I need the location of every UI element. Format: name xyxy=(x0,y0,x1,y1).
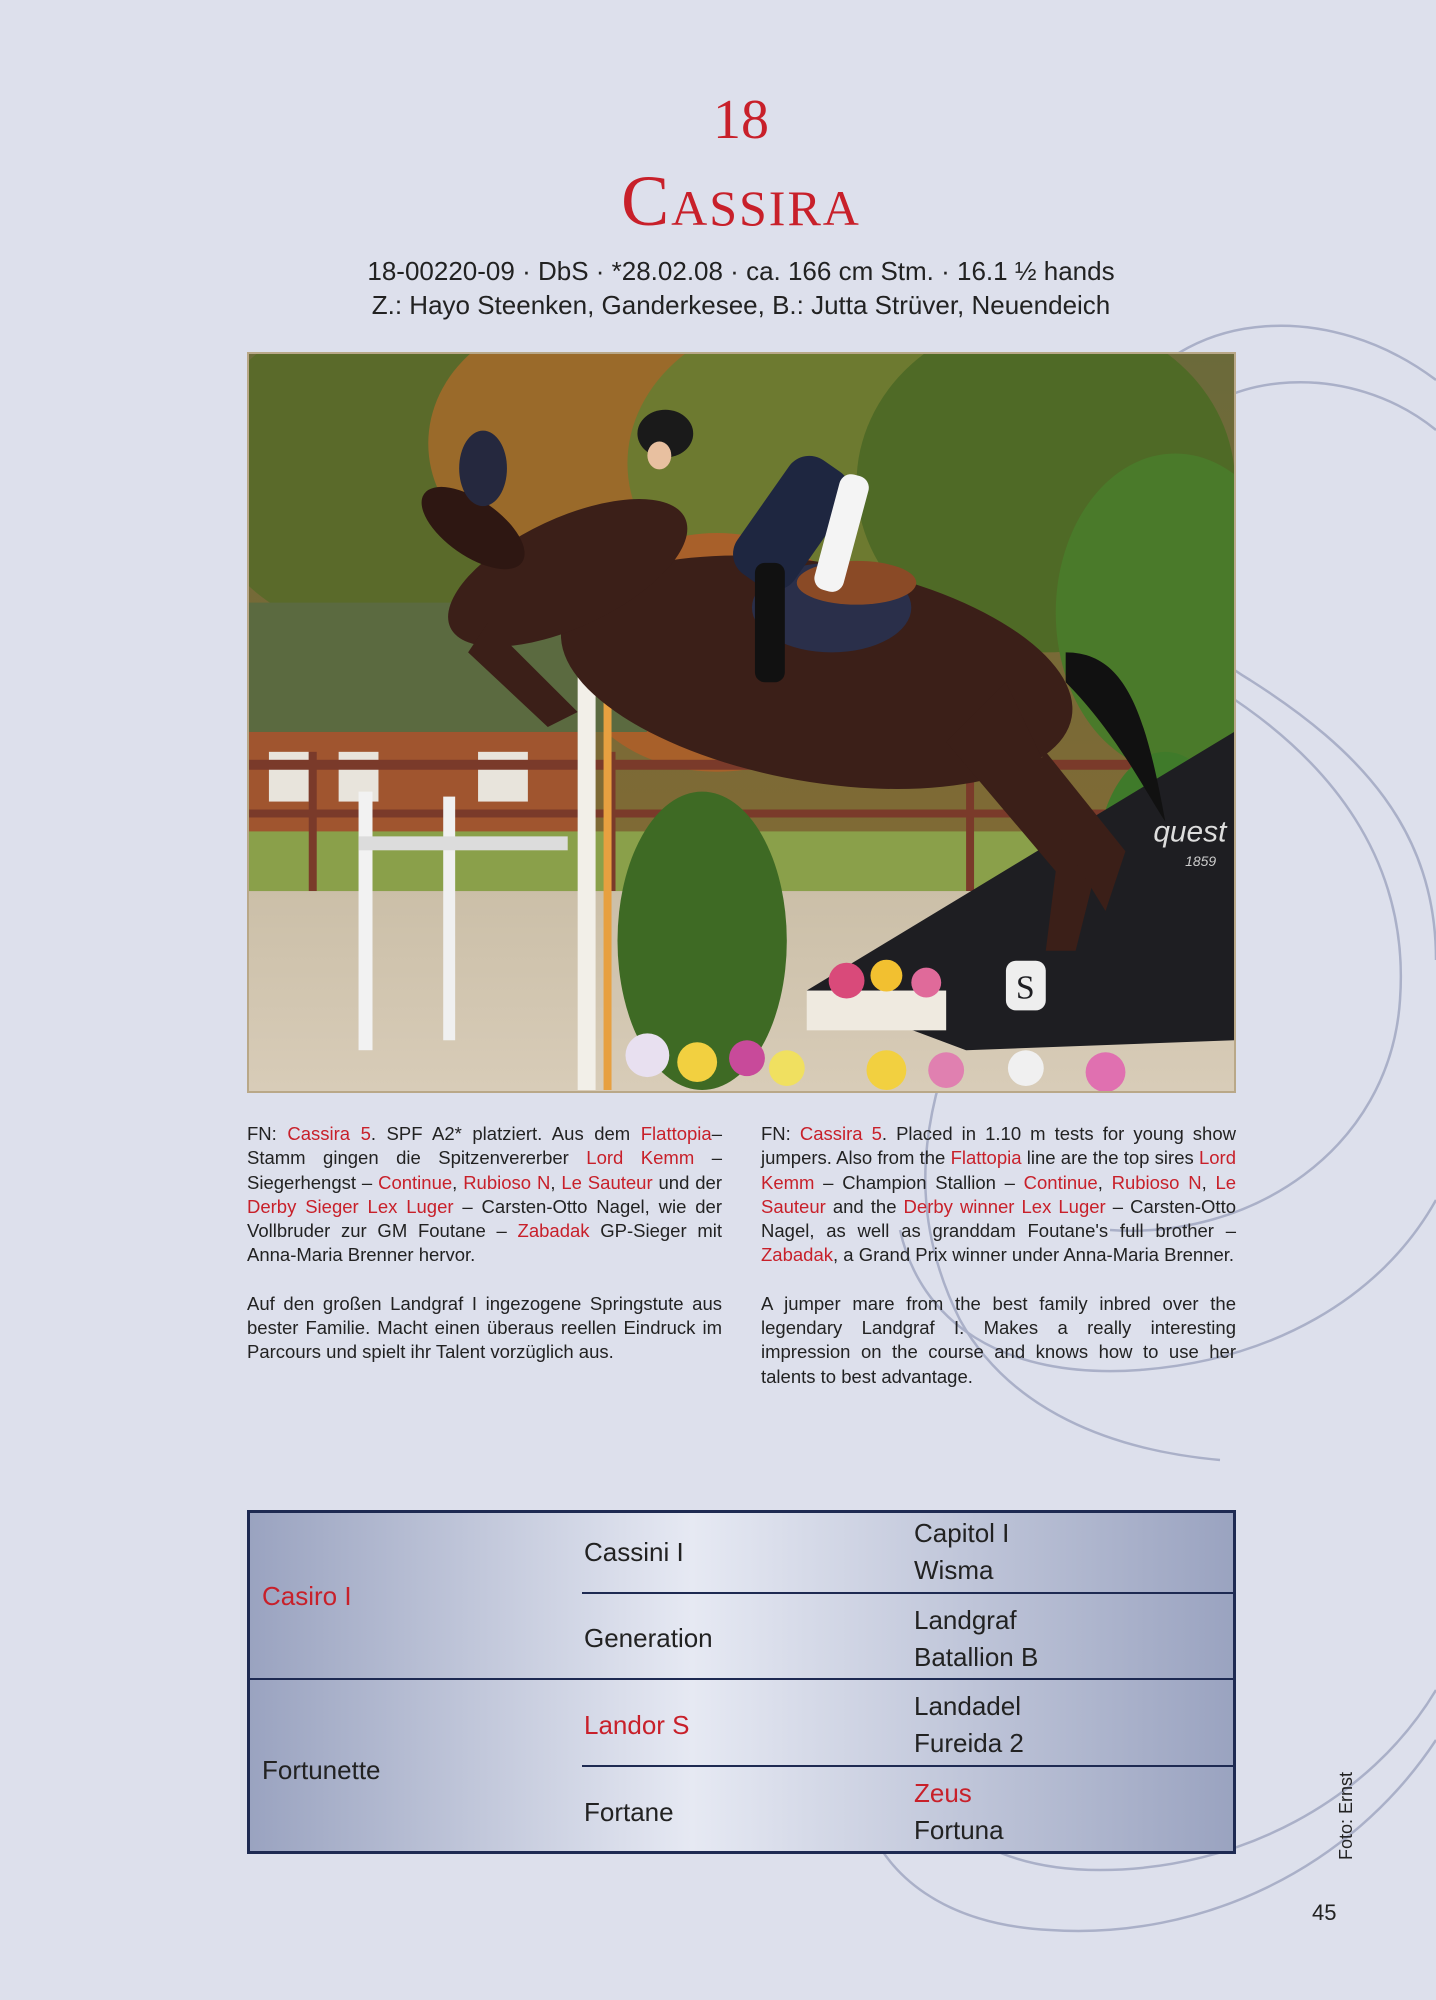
german-highlight: Derby Sieger Lex Luger xyxy=(247,1195,454,1217)
horse-details xyxy=(0,254,1436,322)
pedigree-table xyxy=(247,1510,1236,1854)
details-line-1: 18-00220-09 · DbS · *28.02.08 · ca. 166 cm Stm. · 16.1 ½ hands xyxy=(367,256,1115,286)
german-text: . SPF A2* platziert. Aus dem xyxy=(370,1123,641,1144)
pedigree-ggp-6: Fureida 2 xyxy=(914,1728,1024,1758)
english-text: line are the top sires xyxy=(1021,1147,1199,1169)
german-text: , xyxy=(550,1171,562,1193)
banner-text: quest xyxy=(1153,815,1227,849)
german-text: FN: xyxy=(247,1123,288,1144)
english-text: , xyxy=(1201,1171,1216,1193)
english-highlight: Continue xyxy=(1023,1171,1098,1193)
english-text: FN: xyxy=(761,1123,800,1144)
german-text: –Stamm gingen die Spitzenvererber xyxy=(247,1123,723,1169)
pedigree-sire: Casiro I xyxy=(262,1581,352,1611)
german-text: und der xyxy=(652,1171,722,1193)
german-paragraph-2: Auf den großen Landgraf I ingezogene Springstute aus bester Familie. Macht einen überaus reellen Eindruck im Parcours und spielt ihr Talent vorzüglich aus. xyxy=(247,1292,722,1363)
pedigree-ggp-7: Zeus xyxy=(914,1778,972,1808)
photo-credit: Foto: Ernst xyxy=(1336,1771,1356,1860)
german-text: – Carsten-Otto Nagel, wie der Vollbruder zur GM Foutane – xyxy=(247,1195,722,1242)
german-text: , xyxy=(452,1171,464,1193)
pedigree-sire-dam: Generation xyxy=(584,1623,713,1653)
german-description xyxy=(247,1122,722,1389)
english-highlight: Flattopia xyxy=(950,1147,1022,1169)
english-text: and the xyxy=(825,1195,904,1217)
pedigree-ggp-5: Landadel xyxy=(914,1691,1021,1721)
english-highlight: Lord Kemm xyxy=(761,1147,1236,1193)
english-description xyxy=(761,1122,1236,1413)
pedigree-ggp-2: Wisma xyxy=(914,1555,994,1585)
pedigree-dam-sire: Landor S xyxy=(584,1710,690,1740)
pedigree-ggp-4: Batallion B xyxy=(914,1642,1039,1672)
english-highlight: Cassira 5 xyxy=(799,1123,882,1144)
english-text: . Placed in 1.10 m tests for young show jumpers. Also from the xyxy=(761,1123,1236,1169)
pedigree-ggp-1: Capitol I xyxy=(914,1518,1010,1548)
german-highlight: Cassira 5 xyxy=(287,1123,371,1144)
english-text: , a Grand Prix winner under Anna-Maria Brenner. xyxy=(833,1244,1235,1266)
horse-jumping-photo xyxy=(247,352,1236,1093)
pedigree-dam: Fortunette xyxy=(262,1755,381,1785)
pedigree-ggp-8: Fortuna xyxy=(914,1815,1004,1845)
banner-year: 1859 xyxy=(1185,853,1217,870)
german-text: – Siegerhengst – xyxy=(247,1147,723,1193)
english-text: – Champion Stallion – xyxy=(814,1171,1024,1193)
german-text: GP-Sieger mit Anna-Maria Brenner hervor. xyxy=(247,1220,722,1266)
pedigree-sire-sire: Cassini I xyxy=(584,1537,684,1567)
pedigree-ggp-3: Landgraf xyxy=(914,1605,1017,1635)
german-highlight: Flattopia xyxy=(640,1123,712,1144)
lot-number: 18 xyxy=(713,89,769,151)
english-highlight: Zabadak xyxy=(761,1244,833,1266)
pedigree-dam-dam: Fortane xyxy=(584,1797,674,1827)
german-highlight: Le Sauteur xyxy=(561,1171,653,1193)
english-paragraph-2: A jumper mare from the best family inbred over the legendary Landgraf I. Makes a really interesting impression on the course and knows how to use her talents to best advantage. xyxy=(761,1292,1236,1387)
english-highlight: Le Sauteur xyxy=(761,1171,1237,1217)
details-line-2: Z.: Hayo Steenken, Ganderkesee, B.: Jutta Strüver, Neuendeich xyxy=(371,290,1111,320)
pedigree-divider-lower xyxy=(582,1765,1233,1767)
german-highlight: Zabadak xyxy=(517,1220,590,1242)
english-text: , xyxy=(1097,1171,1112,1193)
german-highlight: Rubioso N xyxy=(463,1171,551,1193)
page-number: 45 xyxy=(1312,1900,1337,1925)
horse-name: Cassira xyxy=(621,161,861,241)
english-highlight: Derby winner Lex Luger xyxy=(903,1195,1106,1217)
english-text: – Carsten-Otto Nagel, as well as granddam Foutane's full brother – xyxy=(761,1195,1236,1242)
banner-logo: S xyxy=(1015,969,1035,1007)
pedigree-divider-upper xyxy=(582,1592,1233,1594)
german-paragraph-1 xyxy=(247,1122,722,1268)
german-highlight: Continue xyxy=(378,1171,453,1193)
english-highlight: Rubioso N xyxy=(1111,1171,1202,1193)
english-paragraph-1 xyxy=(761,1122,1236,1268)
german-highlight: Lord Kemm xyxy=(586,1147,695,1169)
pedigree-divider-main xyxy=(250,1678,1233,1680)
